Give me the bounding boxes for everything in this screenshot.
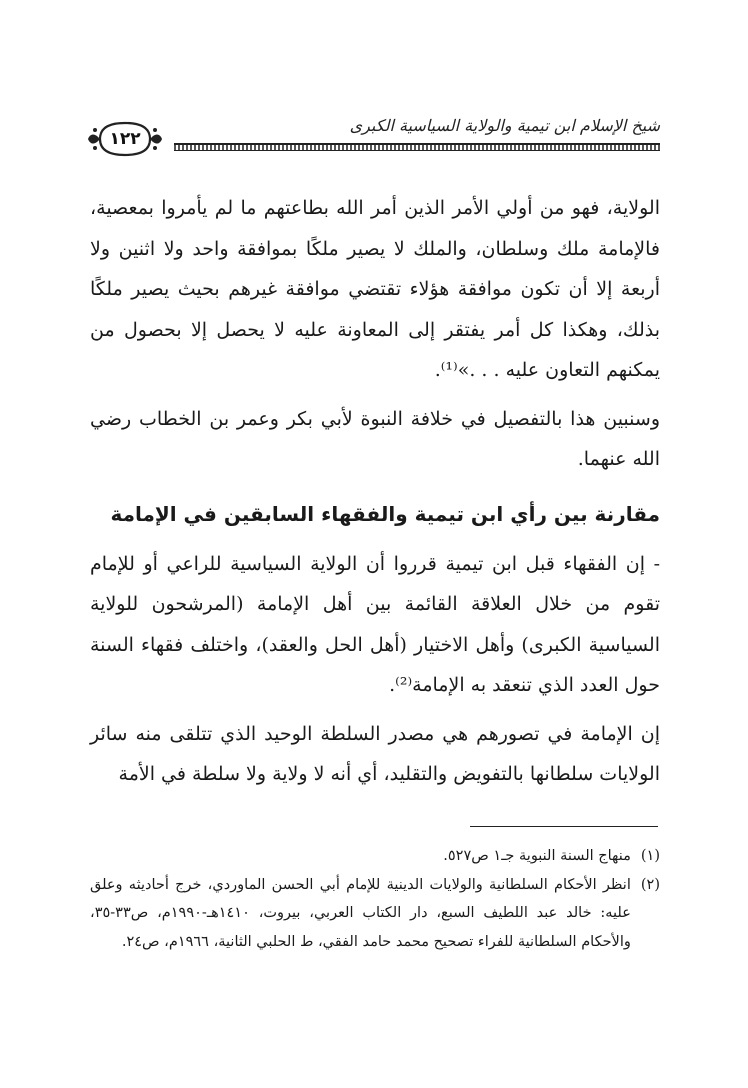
page-number-badge bbox=[86, 120, 164, 158]
page-header bbox=[86, 108, 660, 158]
footnote-text: منهاج السنة النبوية جـ١ ص٥٢٧. bbox=[443, 848, 631, 864]
footnote-marker: (١) bbox=[640, 848, 660, 864]
paragraph: إن الإمامة في تصورهم هي مصدر السلطة الوحيد الذي تتلقى منه سائر الولايات سلطانها بالتفويض والتقليد، أي أنه لا ولاية ولا سلطة في الأمة bbox=[90, 722, 660, 785]
main-text bbox=[90, 188, 660, 795]
paragraph: وسنبين هذا بالتفصيل في خلافة النبوة لأبي بكر وعمر بن الخطاب رضي الله عنهما. bbox=[90, 407, 660, 470]
section-heading: مقارنة بين رأي ابن تيمية والفقهاء السابقين في الإمامة bbox=[110, 501, 660, 526]
paragraph: - إن الفقهاء قبل ابن تيمية قرروا أن الولاية السياسية للراعي أو للإمام تقوم من خلال العلاقة القائمة بين أهل الإمامة (المرشحون للولاية السياسية الكبرى) وأهل الاختيار (أهل الحل والعقد)، واختلف فقهاء السنة حول العدد الذي تنعقد به الإمامة⁽²⁾. bbox=[90, 552, 660, 696]
page-number: ١٢٢ bbox=[109, 129, 141, 149]
footnote bbox=[90, 871, 660, 957]
paragraph: الولاية، فهو من أولي الأمر الذين أمر الله بطاعتهم ما لم يأمروا بمعصية، فالإمامة ملك وسلطان، والملك لا يصير ملكًا بموافقة واحد ولا اثنين ولا أربعة إلا أن تكون موافقة هؤلاء تقتضي موافقة غيرهم بحيث يصير ملكًا بذلك، وهكذا كل أمر يفتقر إلى المعاونة عليه لا يحصل إلا بحصول من يمكنهم التعاون عليه . . .»⁽¹⁾. bbox=[90, 197, 660, 381]
footnote-separator bbox=[470, 826, 658, 827]
running-title: شيخ الإسلام ابن تيمية والولاية السياسية الكبرى bbox=[349, 116, 660, 135]
footnotes bbox=[90, 842, 660, 956]
footnote-text: انظر الأحكام السلطانية والولايات الدينية للإمام أبي الحسن الماوردي، خرج أحاديثه وعلق عليه: خالد عبد اللطيف السبع، دار الكتاب العربي، بيروت، ١٤١٠هـ-١٩٩٠م، ص٣٣-٣٥، والأحكام السلطانية للفراء تصحيح محمد حامد الفقي، ط الحلبي الثانية، ١٩٦٦م، ص٢٤. bbox=[90, 876, 631, 950]
footnote-marker: (٢) bbox=[640, 876, 660, 893]
header-rule bbox=[174, 143, 660, 151]
footnote bbox=[90, 842, 660, 871]
